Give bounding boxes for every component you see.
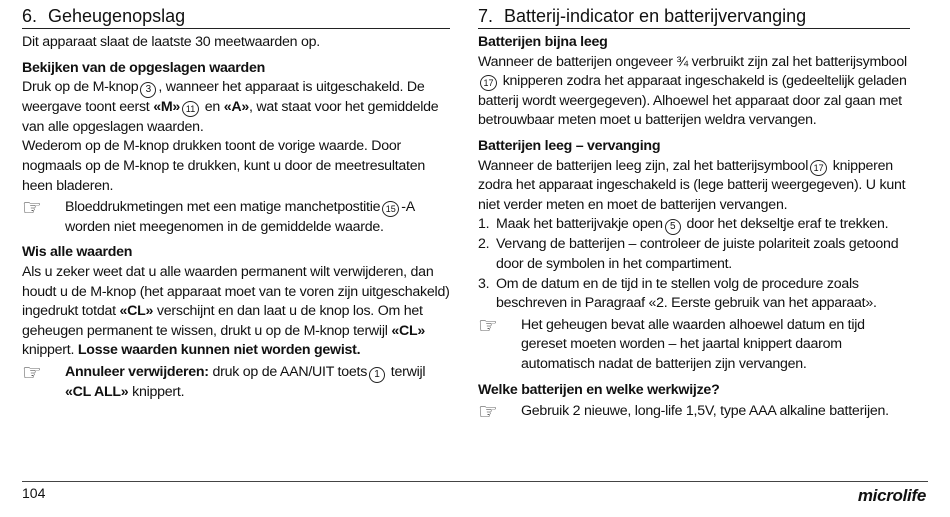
list-item: 1. Maak het batterijvakje open 5 door het dekseltje eraf te trekken. (478, 215, 910, 235)
callout-number: 17 (480, 75, 497, 91)
note: ☞ Bloeddrukmetingen met een matige manchetpostitie 15 -A worden niet meegenomen in de gemiddelde waarde. (22, 198, 450, 237)
subheading: Bekijken van de opgeslagen waarden (22, 59, 266, 76)
callout-number: 5 (665, 219, 681, 235)
pointing-hand-icon: ☞ (22, 195, 42, 221)
subheading: Wis alle waarden (22, 244, 133, 261)
callout-number: 3 (140, 82, 156, 98)
paragraph: Druk op de M-knop 3 , wanneer het apparaat is uitgeschakeld. De weergave toont eerst «M» 11 en «A», wat staat voor het gemiddelde van alle opgeslagen waarden. (22, 79, 439, 135)
list-item: 2. Vervang de batterijen – controleer de juiste polariteit zoals getoond door de symbolen in het compartiment. (478, 236, 899, 272)
page-number: 104 (22, 485, 46, 501)
step-list (478, 215, 910, 313)
note: ☞ Annuleer verwijderen: druk op de AAN/UIT toets 1 terwijl «CL ALL» knippert. (22, 363, 450, 403)
subheading: Welke batterijen en welke werkwijze? (478, 381, 720, 398)
note: ☞ Gebruik 2 nieuwe, long-life 1,5V, type AAA alkaline batterijen. (478, 399, 889, 425)
pointing-hand-icon: ☞ (478, 312, 498, 338)
callout-number: 15 (382, 201, 399, 217)
paragraph: Wanneer de batterijen ongeveer ¾ verbruikt zijn zal het batterijsymbool17 knipperen zodra het apparaat ingeschakeld is (gedeeltelijk geladen batterij wordt weergegeven). Alhoewel het apparaat door zal gaan met betrouwbaar meten moet u batterijen weldra vervangen. (478, 53, 907, 129)
list-item: 3. Om de datum en de tijd in te stellen volg de procedure zoals beschreven in Paragraaf «2. Eerste gebruik van het apparaat». (478, 275, 877, 312)
section-title: 6. Geheugenopslag (22, 4, 450, 29)
paragraph: Wanneer de batterijen leeg zijn, zal het batterijsymbool 17 knipperen zodra het apparaat ingeschakeld is (lege batterij weergegeven). U kunt niet verder meten en moet de batterijen vervangen. (478, 157, 906, 213)
pointing-hand-icon: ☞ (478, 399, 498, 425)
paragraph: Als u zeker weet dat u alle waarden permanent wilt verwijderen, dan houdt u de M-knop (het apparaat moet van te voren zijn uitgeschakeld) ingedrukt totdat «CL» verschijnt en dan laat u de knop los. Om het geheugen permanent te wissen, drukt u op de M-knop terwijl «CL» knippert. Losse waarden kunnen niet worden gewist. (22, 263, 450, 359)
callout-number: 11 (182, 101, 199, 117)
callout-number: 17 (810, 160, 827, 176)
footer-divider (22, 481, 928, 482)
intro-text: Dit apparaat slaat de laatste 30 meetwaarden op. (22, 34, 320, 50)
subheading: Batterijen bijna leeg (478, 34, 608, 50)
column-left (22, 4, 450, 403)
section-title: 7. Batterij-indicator en batterijvervanging (478, 4, 910, 29)
pointing-hand-icon: ☞ (22, 359, 42, 385)
brand-logo: microlife (857, 486, 926, 505)
note: ☞ Het geheugen bevat alle waarden alhoewel datum en tijd gereset moeten worden – het jaartal knippert daarom automatisch nadat de batterijen zijn vervangen. (478, 316, 910, 375)
column-right (478, 4, 910, 425)
subheading: Batterijen leeg – vervanging (478, 137, 661, 154)
paragraph: Wederom op de M-knop drukken toont de vorige waarde. Door nogmaals op de M-knop te drukken, kunt u door de meetresultaten heen bladeren. (22, 138, 426, 194)
callout-number: 1 (369, 367, 385, 383)
